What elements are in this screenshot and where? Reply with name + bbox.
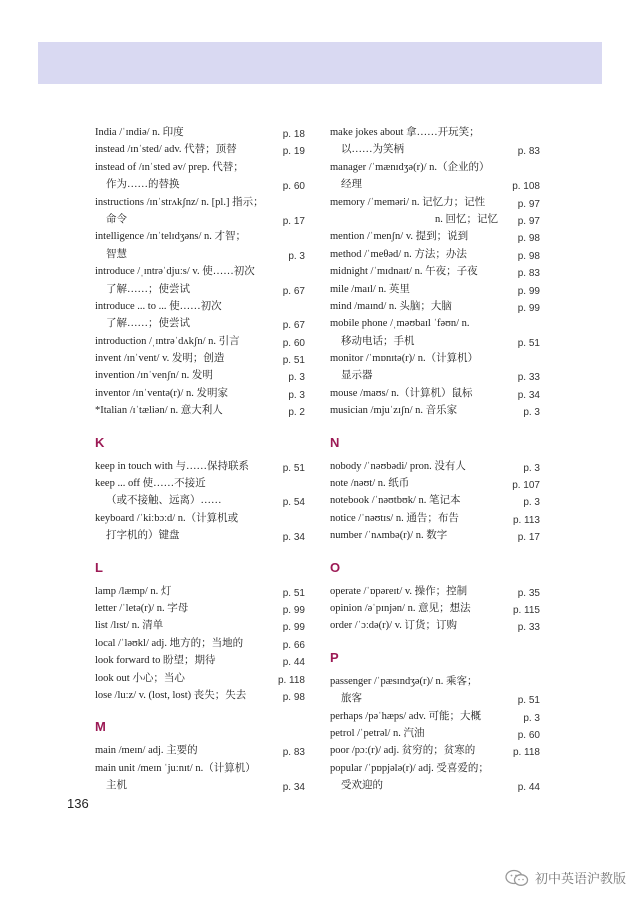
entry-text: introduction /ˌɪntrəˈdʌkʃn/ n. 引言 — [95, 335, 240, 347]
glossary-entry — [330, 583, 540, 600]
entry-text: note /nəʊt/ n. 纸币 — [330, 478, 410, 490]
section-letter: N — [330, 434, 340, 450]
glossary-entry — [330, 475, 540, 492]
page-reference: p. 118 — [512, 747, 540, 759]
entry-text: look out 小心；当心 — [95, 672, 185, 684]
wechat-icon — [505, 869, 529, 887]
page-reference: p. 67 — [282, 285, 305, 297]
left-column — [95, 124, 305, 795]
glossary-entry — [95, 617, 305, 634]
page-reference: p. 33 — [517, 372, 540, 384]
entry-text: 命令 — [106, 213, 127, 225]
entry-text: make jokes about 拿……开玩笑； — [330, 127, 480, 138]
glossary-entry — [95, 402, 305, 419]
page-reference: p. 83 — [282, 747, 305, 759]
entry-text: 作为……的替换 — [106, 179, 180, 191]
entry-text: intelligence /ɪnˈtelɪdʒəns/ n. 才智； — [95, 231, 247, 243]
glossary-entry — [95, 583, 305, 600]
entry-text: 显示器 — [341, 370, 373, 382]
page-reference: p. 54 — [282, 497, 305, 509]
page-reference: p. 99 — [517, 302, 540, 314]
entry-text: midnight /ˈmɪdnaɪt/ n. 午夜；子夜 — [330, 266, 478, 278]
entry-text: main unit /meɪn ˈjuːnɪt/ n.（计算机） — [95, 762, 256, 774]
entry-text: inventor /ɪnˈventə(r)/ n. 发明家 — [95, 387, 228, 399]
glossary-entry — [95, 458, 305, 475]
page-reference: p. 3 — [523, 407, 540, 419]
page-reference: p. 51 — [517, 337, 540, 349]
entry-text: 了解……；使尝试 — [106, 283, 190, 295]
glossary-entry — [330, 159, 540, 194]
entry-text: keep in touch with 与……保持联系 — [95, 460, 249, 472]
page-reference: p. 107 — [512, 480, 540, 492]
glossary-entry — [330, 263, 540, 280]
entry-text: poor /pɔː(r)/ adj. 贫穷的；贫寒的 — [330, 745, 476, 757]
entry-text: letter /ˈletə(r)/ n. 字母 — [95, 602, 189, 614]
entry-text: list /lɪst/ n. 清单 — [95, 620, 164, 632]
section-letter: P — [330, 649, 339, 665]
entry-text: 旅客 — [341, 693, 362, 705]
entry-text: operate /ˈɒpəreɪt/ v. 操作；控制 — [330, 585, 468, 597]
glossary-entry — [95, 600, 305, 617]
entry-text: 主机 — [106, 780, 127, 792]
page-number: 136 — [67, 796, 89, 811]
entry-text: 经理 — [341, 179, 362, 191]
glossary-entry — [330, 492, 540, 509]
entry-text: 智慧 — [106, 248, 127, 260]
page-reference: p. 35 — [517, 587, 540, 599]
glossary-entry — [330, 760, 540, 795]
glossary-entry — [95, 141, 305, 158]
glossary-entry — [95, 194, 305, 229]
glossary-entry — [330, 281, 540, 298]
entry-text: memory /ˈmeməri/ n. 记忆力；记性 — [330, 196, 486, 208]
page-reference: p. 99 — [282, 604, 305, 616]
glossary-entry — [330, 315, 540, 350]
page-reference: p. 115 — [512, 604, 540, 616]
page-reference: p. 51 — [282, 587, 305, 599]
glossary-entry — [95, 124, 305, 141]
page-reference: p. 113 — [512, 514, 540, 526]
glossary-entry — [330, 194, 540, 211]
entry-text: 了解……；使尝试 — [106, 318, 190, 330]
entry-text: order /ˈɔːdə(r)/ v. 订货；订购 — [330, 620, 458, 632]
page-reference: p. 3 — [523, 462, 540, 474]
page-reference: p. 44 — [282, 657, 305, 669]
glossary-entry — [330, 673, 540, 708]
entry-text: invention /ɪnˈvenʃn/ n. 发明 — [95, 370, 213, 382]
entry-text: introduce /ˌɪntrəˈdjuːs/ v. 使……初次 — [95, 266, 255, 278]
entry-text: main /meɪn/ adj. 主要的 — [95, 745, 198, 757]
glossary-entry — [95, 670, 305, 687]
glossary-entry — [330, 527, 540, 544]
entry-text: India /ˈɪndiə/ n. 印度 — [95, 127, 184, 138]
glossary-entry — [95, 263, 305, 298]
page-reference: p. 2 — [288, 407, 305, 419]
glossary-entry — [330, 617, 540, 634]
page-reference: p. 118 — [277, 674, 305, 686]
page-reference: p. 17 — [282, 215, 305, 227]
glossary-entry — [330, 124, 540, 159]
entry-text: number /ˈnʌmbə(r)/ n. 数字 — [330, 530, 448, 542]
glossary-entry — [330, 458, 540, 475]
glossary-entry — [95, 475, 305, 510]
glossary-entry — [330, 402, 540, 419]
glossary-entry — [330, 211, 540, 228]
entry-text: instructions /ɪnˈstrʌkʃnz/ n. [pl.] 指示； — [95, 196, 264, 208]
watermark-text: 初中英语沪教版 — [534, 872, 626, 887]
glossary-entry — [95, 635, 305, 652]
entry-text: instead of /ɪnˈsted əv/ prep. 代替； — [95, 161, 244, 173]
page-reference: p. 51 — [282, 355, 305, 367]
page-reference: p. 67 — [282, 320, 305, 332]
section-letter: O — [330, 559, 341, 575]
glossary-entry — [95, 742, 305, 759]
glossary-entry — [95, 367, 305, 384]
entry-text: mobile phone /ˌməʊbaɪl ˈfəʊn/ n. — [330, 318, 470, 330]
glossary-entry — [330, 510, 540, 527]
watermark — [505, 868, 626, 887]
glossary-entry — [330, 600, 540, 617]
entry-text: nobody /ˈnəʊbədi/ pron. 没有人 — [330, 460, 466, 472]
entry-text: （或不接触、远离）…… — [106, 495, 222, 507]
page-reference: p. 60 — [282, 181, 305, 193]
entry-text: keep ... off 使……不接近 — [95, 478, 206, 490]
entry-text: mention /ˈmenʃn/ v. 提到；说到 — [330, 231, 469, 243]
entry-text: notice /ˈnəʊtɪs/ n. 通告；布告 — [330, 512, 459, 524]
entry-text: n. 回忆；记忆 — [435, 213, 498, 225]
page-reference: p. 51 — [517, 695, 540, 707]
page-reference: p. 17 — [517, 532, 540, 544]
entry-text: look forward to 盼望；期待 — [95, 655, 216, 667]
glossary-entry — [95, 760, 305, 795]
entry-text: instead /ɪnˈsted/ adv. 代替；顶替 — [95, 144, 237, 156]
section-letter: L — [95, 559, 103, 575]
page-reference: p. 97 — [517, 215, 540, 227]
entry-text: manager /ˈmænɪdʒə(r)/ n.（企业的） — [330, 161, 490, 173]
page-reference: p. 99 — [517, 285, 540, 297]
entry-text: invent /ɪnˈvent/ v. 发明；创造 — [95, 353, 225, 365]
page-reference: p. 3 — [288, 372, 305, 384]
glossary-entry — [330, 228, 540, 245]
entry-text: method /ˈmeθəd/ n. 方法；办法 — [330, 248, 467, 260]
glossary-entry — [95, 652, 305, 669]
page-reference: p. 60 — [517, 729, 540, 741]
page-reference: p. 18 — [282, 129, 305, 140]
page-reference: p. 3 — [523, 712, 540, 724]
page-reference: p. 98 — [517, 233, 540, 245]
page-reference: p. 3 — [523, 497, 540, 509]
entry-text: keyboard /ˈkiːbɔːd/ n.（计算机或 — [95, 512, 239, 524]
entry-text: lose /luːz/ v. (lost, lost) 丧失；失去 — [95, 689, 247, 701]
entry-text: musician /mjuˈzɪʃn/ n. 音乐家 — [330, 405, 458, 417]
glossary-entry — [330, 350, 540, 385]
page-reference: p. 3 — [288, 250, 305, 262]
glossary-entry — [330, 708, 540, 725]
glossary-entry — [330, 298, 540, 315]
page-reference: p. 44 — [517, 782, 540, 794]
page-reference: p. 34 — [517, 389, 540, 401]
page-reference: p. 83 — [517, 268, 540, 280]
entry-text: opinion /əˈpɪnjən/ n. 意见；想法 — [330, 602, 471, 614]
entry-text: 移动电话；手机 — [341, 335, 415, 347]
entry-text: passenger /ˈpæsɪndʒə(r)/ n. 乘客； — [330, 675, 478, 687]
page-reference: p. 51 — [282, 462, 305, 474]
page-reference: p. 3 — [288, 389, 305, 401]
entry-text: 以……为笑柄 — [341, 144, 404, 156]
page-reference: p. 99 — [282, 622, 305, 634]
glossary-entry — [330, 725, 540, 742]
entry-text: lamp /læmp/ n. 灯 — [95, 585, 172, 597]
entry-text: perhaps /pəˈhæps/ adv. 可能；大概 — [330, 710, 481, 722]
page-reference: p. 108 — [512, 181, 540, 193]
entry-text: monitor /ˈmɒnɪtə(r)/ n.（计算机） — [330, 353, 479, 365]
page-reference: p. 66 — [282, 639, 305, 651]
glossary-entry — [95, 159, 305, 194]
glossary-entry — [95, 510, 305, 545]
page-reference: p. 98 — [517, 250, 540, 262]
entry-text: mouse /maʊs/ n.（计算机）鼠标 — [330, 387, 473, 399]
entry-text: popular /ˈpɒpjələ(r)/ adj. 受喜爱的； — [330, 762, 489, 774]
section-letter: K — [95, 434, 105, 450]
entry-text: introduce ... to ... 使……初次 — [95, 300, 222, 312]
page-reference: p. 83 — [517, 146, 540, 158]
glossary-entry — [95, 350, 305, 367]
right-column — [330, 124, 540, 795]
glossary-entry — [95, 228, 305, 263]
entry-text: 受欢迎的 — [341, 780, 383, 792]
page-reference: p. 34 — [282, 782, 305, 794]
entry-text: local /ˈləʊkl/ adj. 地方的；当地的 — [95, 637, 244, 649]
page-reference: p. 60 — [282, 337, 305, 349]
entry-text: 打字机的）键盘 — [106, 530, 180, 542]
entry-text: notebook /ˈnəʊtbʊk/ n. 笔记本 — [330, 495, 461, 507]
header-banner — [38, 42, 602, 84]
entry-text: *Italian /ɪˈtæliən/ n. 意大利人 — [95, 405, 223, 417]
page-reference: p. 33 — [517, 622, 540, 634]
entry-text: petrol /ˈpetrəl/ n. 汽油 — [330, 727, 425, 739]
page-reference: p. 97 — [517, 198, 540, 210]
entry-text: mile /maɪl/ n. 英里 — [330, 283, 410, 295]
glossary-entry — [95, 385, 305, 402]
glossary-entry — [330, 742, 540, 759]
page-reference: p. 19 — [282, 146, 305, 158]
section-letter: M — [95, 719, 106, 735]
glossary-entry — [95, 687, 305, 704]
glossary-entry — [330, 246, 540, 263]
glossary-entry — [95, 333, 305, 350]
glossary-entry — [95, 298, 305, 333]
glossary-entry — [330, 385, 540, 402]
page-reference: p. 34 — [282, 532, 305, 544]
entry-text: mind /maɪnd/ n. 头脑；大脑 — [330, 300, 452, 312]
page-reference: p. 98 — [282, 691, 305, 703]
